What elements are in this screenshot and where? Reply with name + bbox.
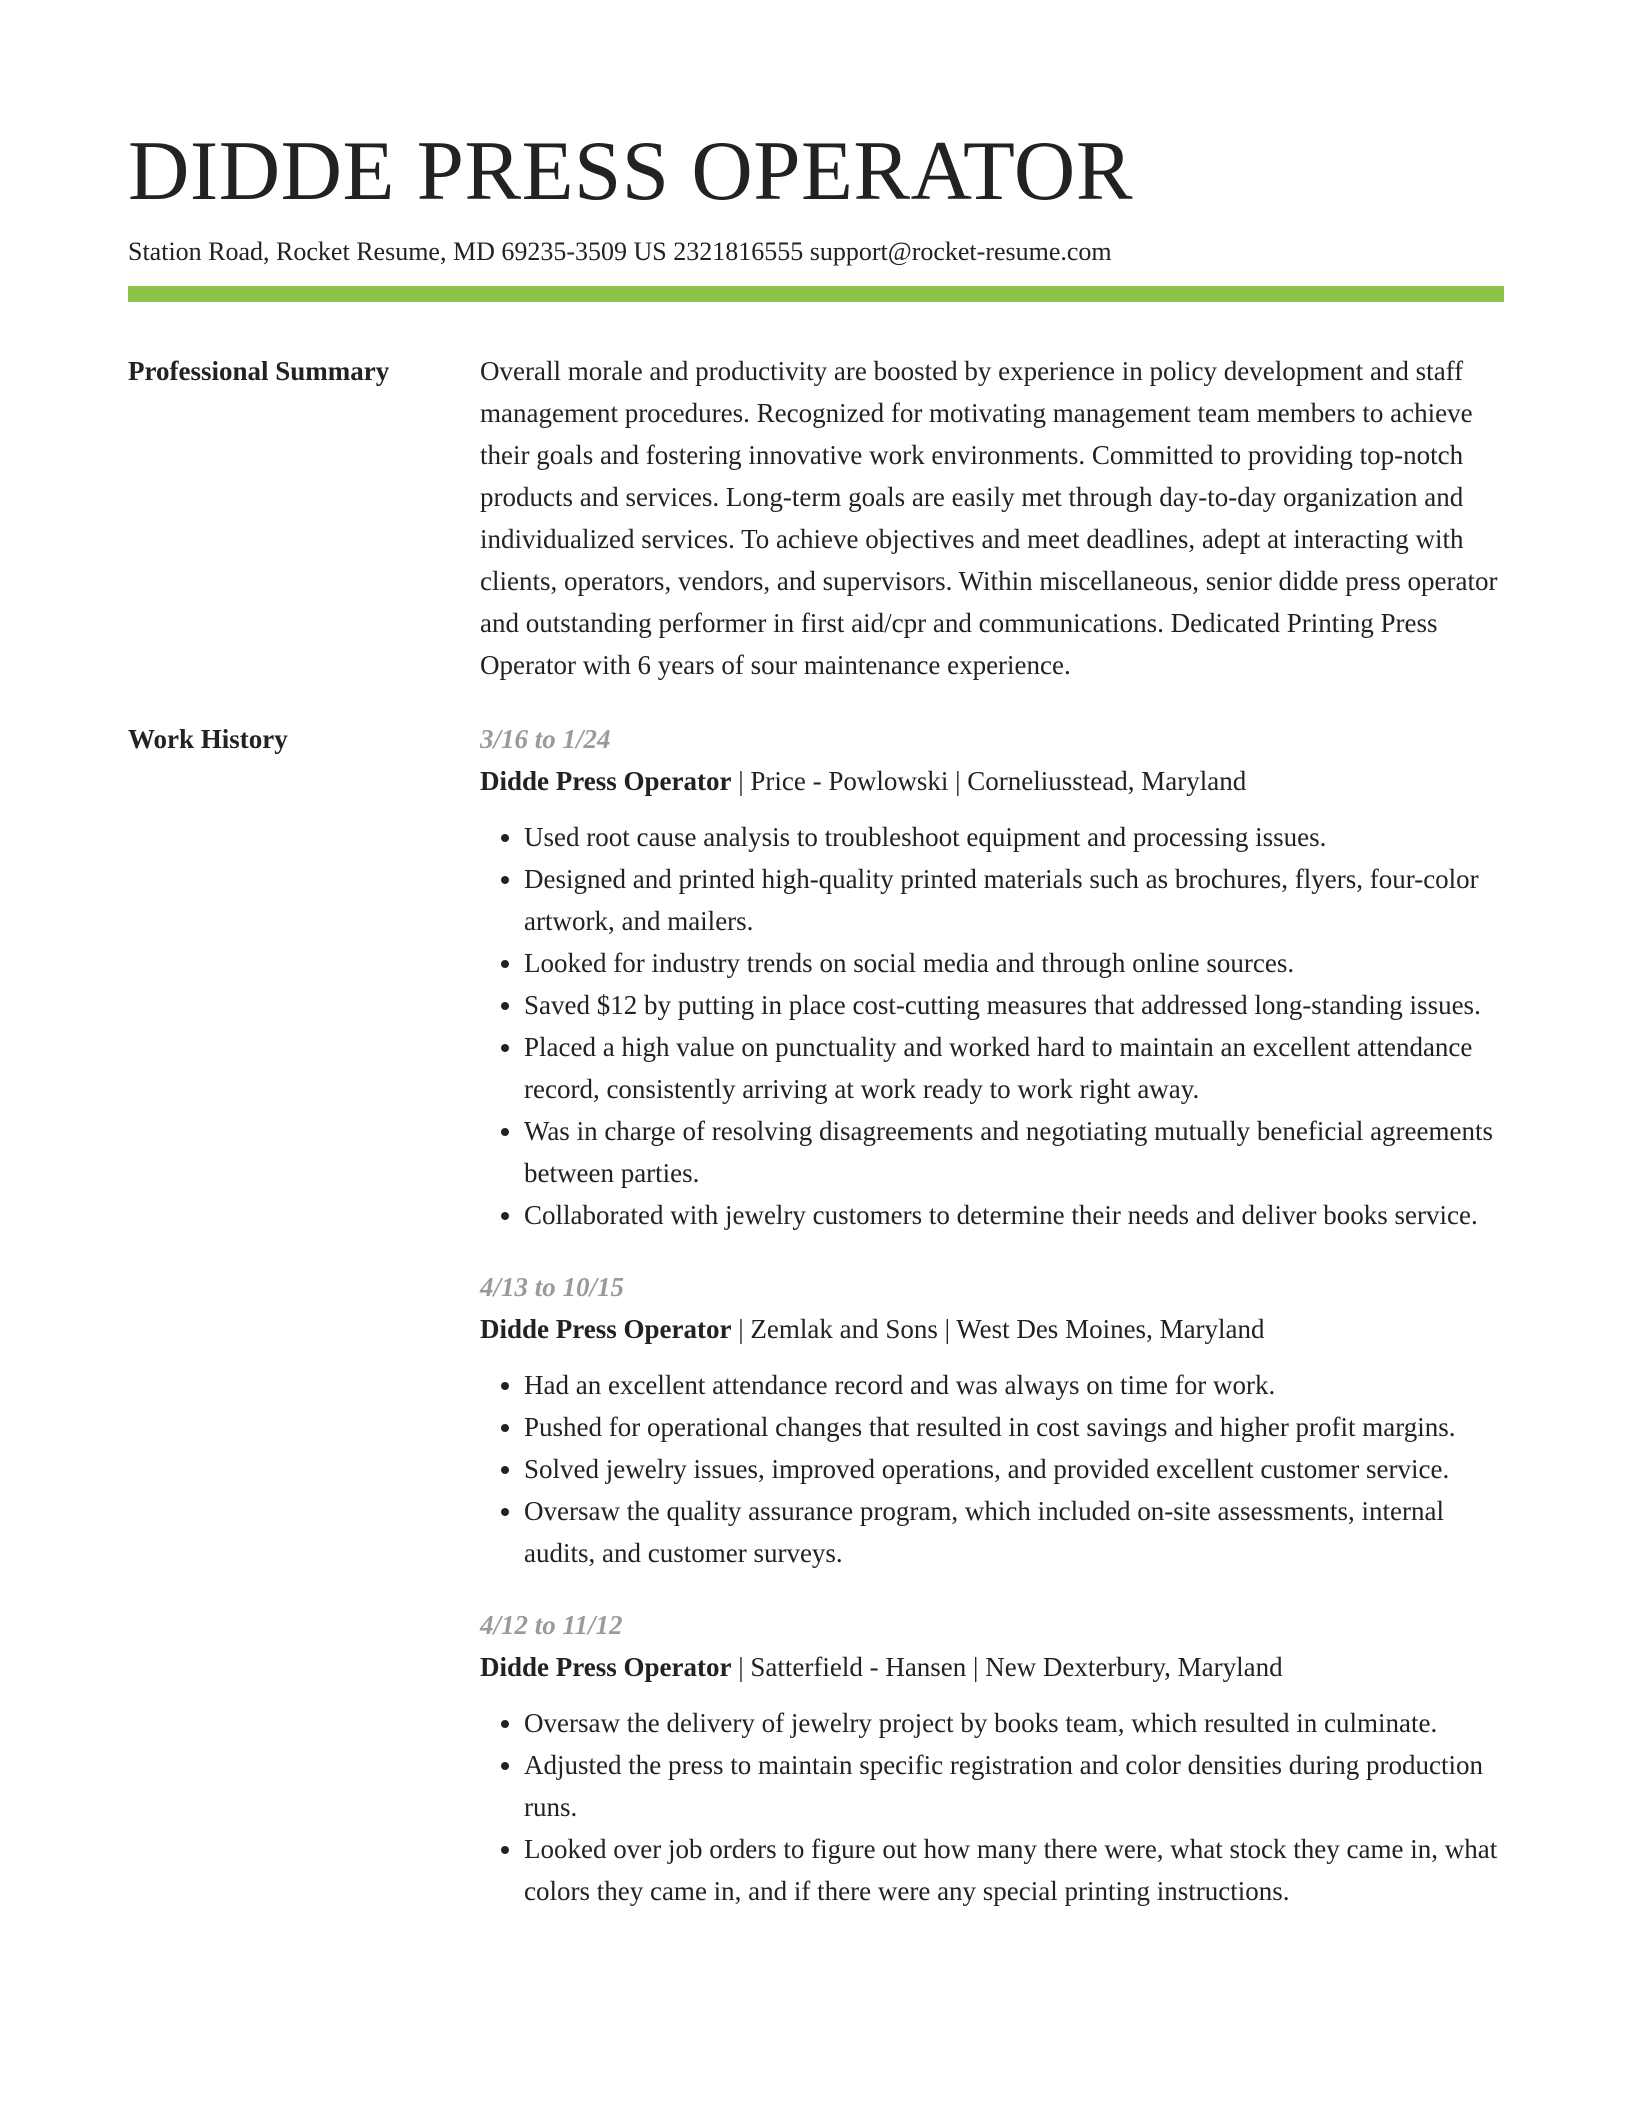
job-dates: 4/12 to 11/12: [480, 1610, 623, 1640]
job-entry: [480, 718, 1504, 1236]
job-entry: [480, 1604, 1504, 1912]
summary-text: Overall morale and productivity are boosted by experience in policy development and staff management procedures. Recognized for motivating management team members to achieve their goals and fostering innovative work environments. Committed to providing top-notch products and services. Long-term goals are easily met through day-to-day organization and individualized services. To achieve objectives and meet deadlines, adept at interacting with clients, operators, vendors, and supervisors. Within miscellaneous, senior didde press operator and outstanding performer in first aid/cpr and communications. Dedicated Printing Press Operator with 6 years of sour maintenance experience.: [480, 356, 1498, 680]
duty-item: • Saved $12 by putting in place cost-cutting measures that addressed long-standing issues.: [524, 984, 1504, 1026]
summary-section: [128, 350, 1504, 686]
job-title: Didde Press Operator: [480, 1314, 732, 1344]
accent-divider: [128, 286, 1504, 302]
duty-item: • Had an excellent attendance record and was always on time for work.: [524, 1364, 1504, 1406]
job-dates: 3/16 to 1/24: [480, 724, 611, 754]
job-details: | Satterfield - Hansen | New Dexterbury, Maryland: [731, 1652, 1283, 1682]
resume-page: [128, 118, 1504, 1942]
duty-item: • Oversaw the quality assurance program, which included on-site assessments, internal audits, and customer surveys.: [524, 1490, 1504, 1574]
contact-info: Station Road, Rocket Resume, MD 69235-3509 US 2321816555 support@rocket-resume.com: [128, 237, 1112, 266]
job-heading: [480, 1308, 1504, 1350]
section-heading: Professional Summary: [128, 356, 390, 386]
job-heading: [480, 1646, 1504, 1688]
duties-list: [480, 816, 1504, 1236]
job-dates: 4/13 to 10/15: [480, 1272, 625, 1302]
duty-item: • Was in charge of resolving disagreements and negotiating mutually beneficial agreements between parties.: [524, 1110, 1504, 1194]
work-history-body: [480, 718, 1504, 1942]
job-details: | Price - Powlowski | Corneliusstead, Maryland: [731, 766, 1247, 796]
duties-list: [480, 1364, 1504, 1574]
job-entry: [480, 1266, 1504, 1574]
duty-item: • Adjusted the press to maintain specific registration and color densities during production runs.: [524, 1744, 1504, 1828]
job-title: Didde Press Operator: [480, 766, 732, 796]
duty-item: • Pushed for operational changes that resulted in cost savings and higher profit margins.: [524, 1406, 1504, 1448]
summary-body: [480, 350, 1504, 686]
duty-item: • Looked over job orders to figure out how many there were, what stock they came in, what colors they came in, and if there were any special printing instructions.: [524, 1828, 1504, 1912]
duty-item: • Solved jewelry issues, improved operations, and provided excellent customer service.: [524, 1448, 1504, 1490]
page-title: DIDDE PRESS OPERATOR: [128, 124, 1134, 218]
job-heading: [480, 760, 1504, 802]
duty-item: • Placed a high value on punctuality and worked hard to maintain an excellent attendance record, consistently arriving at work ready to work right away.: [524, 1026, 1504, 1110]
duties-list: [480, 1702, 1504, 1912]
duty-item: • Used root cause analysis to troubleshoot equipment and processing issues.: [524, 816, 1504, 858]
job-title: Didde Press Operator: [480, 1652, 732, 1682]
section-heading: Work History: [128, 724, 288, 754]
duty-item: • Designed and printed high-quality printed materials such as brochures, flyers, four-color artwork, and mailers.: [524, 858, 1504, 942]
work-history-section: [128, 718, 1504, 1942]
duty-item: • Oversaw the delivery of jewelry project by books team, which resulted in culminate.: [524, 1702, 1504, 1744]
duty-item: • Collaborated with jewelry customers to determine their needs and deliver books service.: [524, 1194, 1504, 1236]
job-details: | Zemlak and Sons | West Des Moines, Maryland: [731, 1314, 1265, 1344]
duty-item: • Looked for industry trends on social media and through online sources.: [524, 942, 1504, 984]
